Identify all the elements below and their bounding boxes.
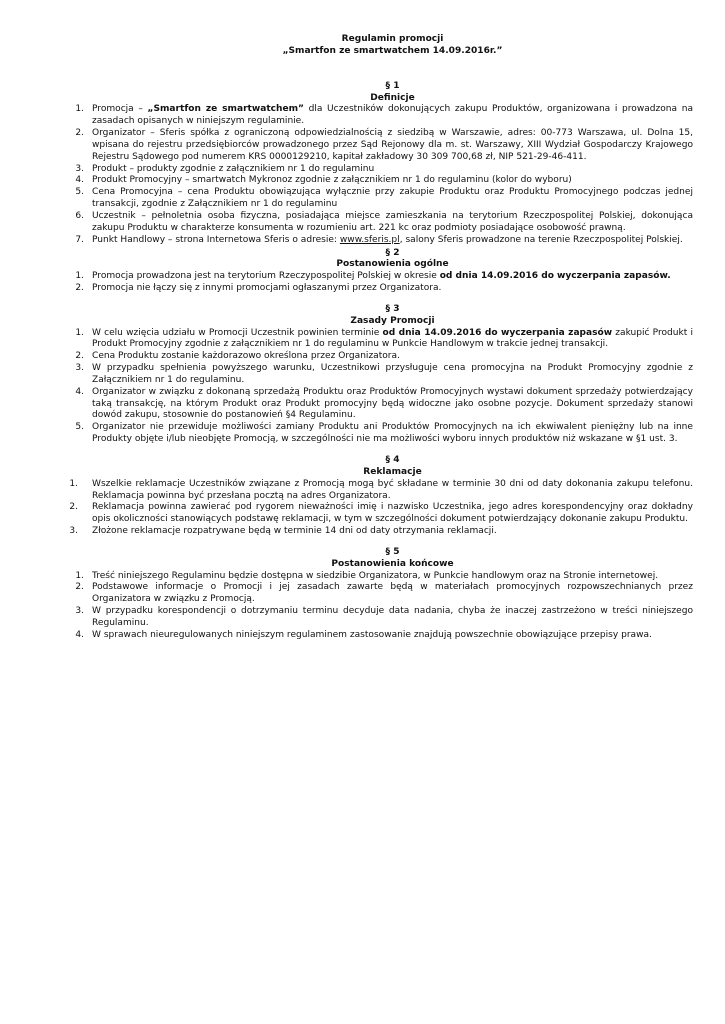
item-number: 1. <box>75 271 84 282</box>
section-4-list <box>69 478 693 538</box>
item-text: Promocja – <box>92 104 148 115</box>
item-number: 3. <box>69 526 78 537</box>
item-number: 3. <box>75 163 84 174</box>
section-5-header <box>92 547 693 571</box>
list-item <box>75 422 693 446</box>
list-item <box>75 606 693 630</box>
section-symbol: § 4 <box>385 455 400 465</box>
section-heading: Zasady Promocji <box>350 315 435 326</box>
item-number: 4. <box>75 386 84 397</box>
list-item <box>75 210 693 235</box>
item-text: Organizator nie przewiduje możliwości zamiany Produktu ani Produktów Promocyjnych na ich ekwiwalent pieniężny lub na inne Produkty objęte i/lub nieobjęte Promocją, w szczególności nie ma możliwości wyboru innych produktów niż wskazane w §1 ust. 3. <box>92 422 693 445</box>
document-title <box>92 34 693 58</box>
item-number: 4. <box>75 629 84 640</box>
list-item <box>75 570 693 583</box>
item-number: 1. <box>75 104 84 115</box>
section-1-header <box>92 81 693 105</box>
item-text: Złożone reklamacje rozpatrywane będą w terminie 14 dni od daty otrzymania reklamacji. <box>92 526 497 537</box>
item-number: 2. <box>75 582 84 593</box>
list-item <box>75 104 693 128</box>
title-line-1: Regulamin promocji <box>341 34 444 44</box>
section-symbol: § 3 <box>385 303 400 314</box>
item-number: 3. <box>75 363 84 374</box>
list-item <box>75 363 693 387</box>
item-text: W celu wzięcia udziału w Promocji Uczestnik powinien terminie <box>92 327 383 338</box>
item-text: Punkt Handlowy – strona Internetowa Sferis o adresie: <box>92 234 340 245</box>
item-text: Wszelkie reklamacje Uczestników związane z Promocją mogą być składane w terminie 30 dni od daty dokonania zakupu telefonu. Reklamacja powinna być przesłana pocztą na adres Organizatora. <box>92 478 693 501</box>
list-item <box>75 271 693 283</box>
promo-period: od dnia 14.09.2016 do wyczerpania zapasów. <box>439 271 671 282</box>
section-heading: Postanowienia końcowe <box>331 558 454 569</box>
promo-period: od dnia 14.09.2016 do wyczerpania zapasów <box>382 327 613 338</box>
section-4-header <box>92 455 693 479</box>
section-1-list <box>75 104 693 246</box>
section-heading: Definicje <box>370 92 415 103</box>
list-item <box>75 351 693 363</box>
section-symbol: § 2 <box>385 247 400 258</box>
item-number: 4. <box>75 175 84 186</box>
item-number: 5. <box>75 422 84 433</box>
list-item <box>75 128 693 164</box>
section-5-list <box>75 570 693 642</box>
section-2-header <box>92 248 693 272</box>
list-item <box>75 283 693 295</box>
item-text: Promocja nie łączy się z innymi promocjami ogłaszanymi przez Organizatora. <box>92 283 442 294</box>
list-item <box>75 175 693 187</box>
section-2-list <box>75 271 693 295</box>
list-item <box>75 234 693 247</box>
item-number: 5. <box>75 187 84 198</box>
list-item <box>69 502 693 526</box>
item-number: 6. <box>75 210 84 221</box>
item-number: 2. <box>75 351 84 362</box>
list-item <box>75 629 693 642</box>
list-item <box>69 478 693 503</box>
item-number: 3. <box>75 606 84 617</box>
item-number: 2. <box>75 128 84 139</box>
list-item <box>75 187 693 211</box>
sferis-website-link[interactable]: www.sferis.pl <box>339 234 400 245</box>
item-text: Podstawowe informacje o Promocji i jej zasadach zawarte będą w materiałach promocyjnych rozpowszechnianych przez Organizatora w związku z Promocją. <box>92 582 693 605</box>
title-line-2: „Smartfon ze smartwatchem 14.09.2016r.” <box>282 45 503 56</box>
list-item <box>75 386 693 423</box>
item-text: , salony Sferis prowadzone na terenie Rzeczpospolitej Polskiej. <box>399 234 683 245</box>
section-heading: Postanowienia ogólne <box>336 259 449 270</box>
item-text: Reklamacja powinna zawierać pod rygorem nieważności imię i nazwisko Uczestnika, jego adres korespondencyjny oraz dokładny opis okoliczności stanowiących podstawę reklamacji, w tym w szczególności dokument potwierdzający dokonanie zakupu Produktu. <box>92 502 693 525</box>
item-number: 1. <box>75 327 84 338</box>
item-number: 2. <box>69 502 78 513</box>
list-item <box>75 163 693 176</box>
list-item <box>75 582 693 606</box>
item-number: 1. <box>69 478 78 489</box>
item-text: Produkt Promocyjny – smartwatch Mykronoz zgodnie z załącznikiem nr 1 do regulaminu (kolor do wyboru) <box>92 175 572 186</box>
item-text: W przypadku korespondencji o dotrzymaniu terminu decyduje data nadania, chyba że inaczej zastrzeżono w treści niniejszego Regulaminu. <box>92 606 693 628</box>
list-item <box>69 526 693 538</box>
item-text: Promocja prowadzona jest na terytorium Rzeczypospolitej Polskiej w okresie <box>92 271 440 282</box>
item-number: 1. <box>75 570 84 581</box>
section-symbol: § 1 <box>385 80 400 91</box>
item-number: 2. <box>75 283 84 294</box>
item-text: Cena Produktu zostanie każdorazowo określona przez Organizatora. <box>92 351 400 362</box>
promo-name: „Smartfon ze smartwatchem” <box>147 104 304 115</box>
item-number: 7. <box>75 234 84 245</box>
item-text: Organizator – Sferis spółka z ograniczoną odpowiedzialnością z siedzibą w Warszawie, adres: 00-773 Warszawa, ul. Dolna 15, wpisana do rejestru przedsiębiorców prowadzonego przez Sąd Rejonowy dla m. st. Warszawy, XIII Wydział Gospodarczy Krajowego Rejestru Sądowego pod numerem KRS 0000129210, kapitał zakładowy 30 309 700,68 zł, NIP 521-29-46-411. <box>92 128 693 162</box>
item-text: Produkt – produkty zgodnie z załącznikiem nr 1 do regulaminu <box>92 163 375 174</box>
item-text: dla Uczestników dokonujących zakupu Produktów, organizowana i prowadzona na zasadach opisanych w niniejszym regulaminie. <box>92 104 693 127</box>
item-text: Organizator w związku z dokonaną sprzedażą Produktu oraz Produktów Promocyjnych wystawi dokument sprzedaży potwierdzający taką transakcję, na którym Produkt oraz Produkt promocyjny będą widoczne jako osobne pozycje. Dokument sprzedaży stanowi dowód zakupu, stosownie do postanowień §4 Regulaminu. <box>92 386 693 421</box>
section-heading: Reklamacje <box>363 466 422 477</box>
section-symbol: § 5 <box>385 546 400 557</box>
item-text: Cena Promocyjna – cena Produktu obowiązująca wyłącznie przy zakupie Produktu oraz Produktu Promocyjnego podczas jednej transakcji, zgodnie z Załącznikiem nr 1 do regulaminu <box>92 187 693 210</box>
item-text: Uczestnik – pełnoletnia osoba fizyczna, posiadająca miejsce zamieszkania na terytorium Rzeczpospolitej Polskiej, dokonująca zakupu Produktu w charakterze konsumenta w rozumieniu art. 221 kc oraz podmioty posiadające osobowość prawną. <box>92 210 693 233</box>
item-text: W sprawach nieuregulowanych niniejszym regulaminem zastosowanie znajdują powszechnie obowiązujące przepisy prawa. <box>92 629 652 640</box>
section-3-list <box>75 327 693 446</box>
item-text: W przypadku spełnienia powyższego warunku, Uczestnikowi przysługuje cena promocyjna na Produkt Promocyjny zgodnie z Załącznikiem nr 1 do regulaminu. <box>92 363 693 385</box>
section-3-header <box>92 304 693 328</box>
item-text: zakupić Produkt i Produkt Promocyjny zgodnie z załącznikiem nr 1 do regulaminu w Punkcie Handlowym w trakcie jednej transakcji. <box>92 327 693 350</box>
list-item <box>75 327 693 352</box>
item-text: Treść niniejszego Regulaminu będzie dostępna w siedzibie Organizatora, w Punkcie handlowym oraz na Stronie internetowej. <box>92 570 659 581</box>
